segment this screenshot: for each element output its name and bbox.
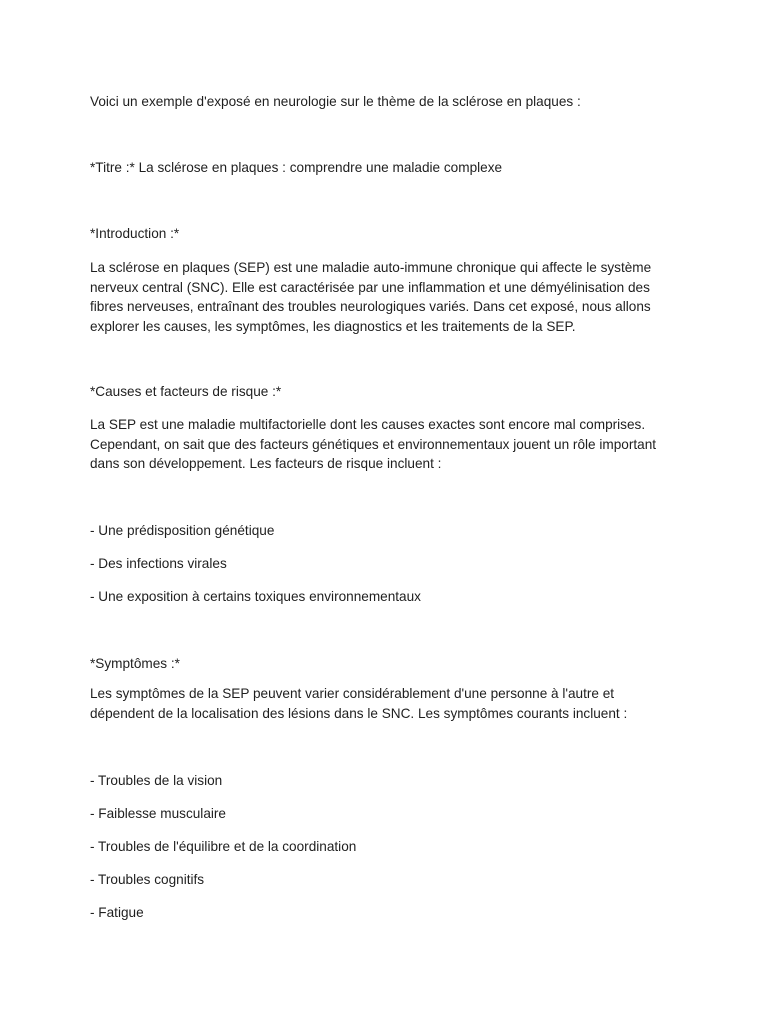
list-item: - Faiblesse musculaire [90, 806, 226, 821]
paragraph-line: dépendent de la localisation des lésions dans le SNC. Les symptômes courants incluent : [90, 705, 628, 721]
causes-paragraph [90, 415, 680, 474]
introduction-paragraph [90, 258, 680, 336]
list-item: - Des infections virales [90, 556, 227, 571]
paragraph-line: Cependant, on sait que des facteurs génétiques et environnementaux jouent un rôle important [90, 436, 657, 452]
paragraph-line: nerveux central (SNC). Elle est caractérisée par une inflammation et une démyélinisation des [90, 279, 650, 295]
paragraph-line: fibres nerveuses, entraînant des troubles neurologiques variés. Dans cet exposé, nous allons [90, 299, 651, 314]
list-item: - Une exposition à certains toxiques environnementaux [90, 589, 421, 604]
list-item: - Troubles cognitifs [90, 872, 205, 887]
list-item: - Troubles de la vision [90, 773, 223, 788]
list-item: - Fatigue [90, 905, 144, 920]
causes-heading: *Causes et facteurs de risque :* [90, 384, 282, 399]
paragraph-line: Les symptômes de la SEP peuvent varier considérablement d'une personne à l'autre et [90, 686, 615, 701]
paragraph-line: dans son développement. Les facteurs de risque incluent : [90, 456, 442, 471]
list-item: - Troubles de l'équilibre et de la coordination [90, 839, 357, 854]
paragraph-line: La sclérose en plaques (SEP) est une maladie auto-immune chronique qui affecte le système [90, 260, 652, 275]
paragraph-line: La SEP est une maladie multifactorielle dont les causes exactes sont encore mal comprises. [90, 417, 646, 432]
symptoms-heading: *Symptômes :* [90, 656, 180, 671]
introduction-heading: *Introduction :* [90, 226, 180, 241]
intro-line: Voici un exemple d'exposé en neurologie sur le thème de la sclérose en plaques : [90, 94, 581, 109]
list-item: - Une prédisposition génétique [90, 523, 275, 538]
symptoms-paragraph [90, 684, 680, 723]
title-line: *Titre :* La sclérose en plaques : comprendre une maladie complexe [90, 160, 503, 175]
paragraph-line: explorer les causes, les symptômes, les diagnostics et les traitements de la SEP. [90, 318, 576, 334]
